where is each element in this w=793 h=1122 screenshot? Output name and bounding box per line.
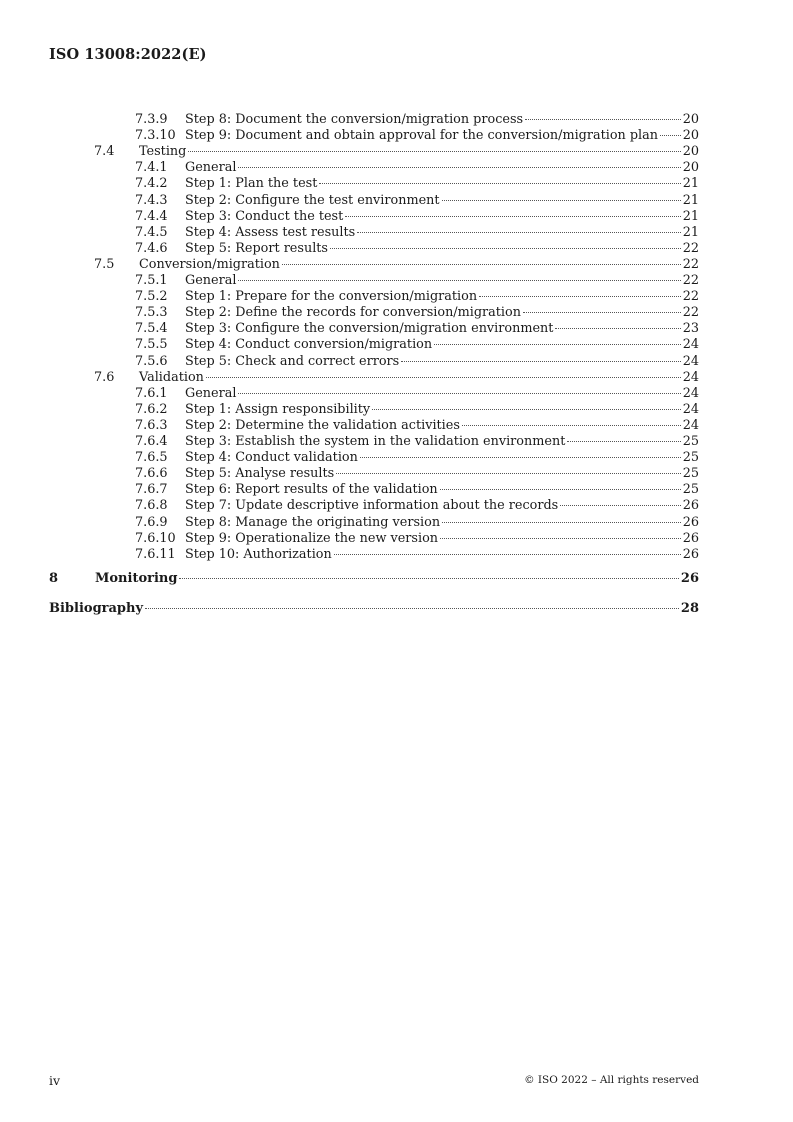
dot-leader (462, 425, 681, 426)
toc-entry-page: 25 (682, 466, 699, 482)
toc-entry-number: 7.4.3 (135, 192, 168, 208)
toc-entry[interactable] (0, 571, 793, 587)
toc-entry-number: 7.3.10 (135, 128, 176, 144)
toc-entry-title: Step 3: Conduct the test (185, 208, 344, 224)
toc-entry-page: 23 (682, 321, 699, 337)
toc-entry-title: Step 9: Document and obtain approval for the conversion/migration plan (185, 128, 659, 144)
toc-entry[interactable] (0, 450, 793, 466)
toc-entry-page: 24 (682, 417, 699, 433)
dot-leader (479, 296, 681, 297)
toc-entry-title: General (185, 385, 237, 401)
toc-entry-title: Step 1: Prepare for the conversion/migration (185, 289, 478, 305)
toc-entry-number: 7.6.3 (135, 417, 168, 433)
toc-entry-page: 26 (682, 514, 699, 530)
toc-entry-number: 7.5.2 (135, 289, 168, 305)
toc-entry-title: Step 6: Report results of the validation (185, 482, 438, 498)
toc-entry-page: 24 (682, 385, 699, 401)
document-header: ISO 13008:2022(E) (49, 46, 207, 63)
toc-entry-page: 22 (682, 289, 699, 305)
dot-leader (179, 578, 678, 579)
toc-entry-line (185, 225, 699, 241)
toc-entry-page: 21 (682, 208, 699, 224)
toc-entry-number: 7.6.4 (135, 434, 168, 449)
toc-entry-page: 22 (682, 305, 699, 321)
toc-entry-number: 7.6.9 (135, 514, 168, 530)
toc-entry-page: 20 (682, 112, 699, 127)
toc-entry-line (185, 273, 699, 289)
toc-entry-line (95, 571, 699, 587)
toc-entry-number: 7.5 (94, 256, 115, 272)
toc-entry-title: Step 1: Assign responsibility (185, 401, 371, 417)
toc-entry-page: 25 (682, 434, 699, 449)
toc-entry-line (185, 128, 699, 144)
toc-entry-line (185, 321, 699, 337)
toc-entry[interactable] (0, 241, 793, 257)
toc-entry-number: 7.4.1 (135, 160, 168, 176)
toc-entry-page: 20 (682, 128, 699, 144)
dot-leader (442, 522, 681, 523)
toc-entry[interactable] (0, 466, 793, 482)
toc-entry[interactable] (0, 498, 793, 514)
toc-entry-page: 24 (682, 369, 699, 385)
toc-entry-number: 7.6.2 (135, 401, 168, 417)
dot-leader (336, 473, 680, 474)
toc-entry-title: Step 5: Check and correct errors (185, 353, 400, 369)
toc-entry-line (185, 482, 699, 498)
toc-entry[interactable] (0, 160, 793, 176)
toc-entry-number: 7.5.4 (135, 321, 168, 337)
toc-entry-title: Conversion/migration (139, 256, 280, 272)
toc-entry-page: 20 (682, 144, 699, 160)
dot-leader (145, 608, 679, 609)
dot-leader (372, 409, 681, 410)
toc-entry-page: 21 (682, 224, 699, 240)
toc-entry[interactable] (0, 112, 793, 128)
dot-leader (442, 200, 681, 201)
toc-entry-line (185, 450, 699, 466)
toc-entry-title: Step 8: Manage the originating version (185, 514, 441, 530)
dot-leader (401, 361, 680, 362)
toc-entry-page: 28 (680, 600, 699, 616)
toc-entry-number: 7.4.2 (135, 176, 168, 192)
toc-entry-title: Validation (139, 369, 204, 385)
toc-entry-title: Step 4: Conduct conversion/migration (185, 337, 433, 353)
toc-entry[interactable] (0, 193, 793, 209)
toc-entry[interactable] (0, 321, 793, 337)
toc-entry-title: General (185, 273, 237, 288)
copyright-notice: © ISO 2022 – All rights reserved (524, 1074, 699, 1086)
toc-entry-page: 24 (682, 353, 699, 369)
toc-entry-title: Bibliography (49, 600, 144, 616)
toc-entry[interactable] (0, 354, 793, 370)
toc-entry-number: 7.6 (94, 369, 115, 385)
toc-entry[interactable] (0, 128, 793, 144)
toc-entry-line (185, 160, 699, 176)
toc-entry-page: 22 (682, 240, 699, 256)
dot-leader (440, 538, 681, 539)
toc-entry[interactable] (0, 257, 793, 273)
toc-entry[interactable] (0, 144, 793, 160)
toc-entry-page: 24 (682, 337, 699, 353)
toc-entry-title: Step 7: Update descriptive information about the records (185, 498, 559, 514)
toc-entry-page: 26 (682, 498, 699, 514)
toc-entry-page: 26 (680, 570, 699, 586)
toc-entry-title: Step 5: Report results (185, 240, 328, 256)
toc-entry-number: 7.4.5 (135, 224, 168, 240)
toc-entry-line (185, 402, 699, 418)
toc-entry-page: 24 (682, 401, 699, 417)
dot-leader (282, 264, 681, 265)
toc-entry-title: Step 2: Determine the validation activities (185, 417, 460, 433)
toc-entry-title: Step 1: Plan the test (185, 176, 318, 192)
toc-entry-title: Step 10: Authorization (185, 546, 332, 562)
toc-entry-title: Step 3: Establish the system in the validation environment (185, 434, 566, 449)
toc-entry-title: Step 4: Conduct validation (185, 450, 358, 466)
dot-leader (357, 232, 680, 233)
toc-entry-number: 7.3.9 (135, 112, 168, 127)
toc-entry-line (185, 209, 699, 225)
dot-leader (319, 183, 680, 184)
toc-entry-line (185, 289, 699, 305)
toc-entry[interactable] (0, 370, 793, 386)
toc-entry-line (185, 386, 699, 402)
toc-entry-number: 7.5.6 (135, 353, 168, 369)
toc-entry[interactable] (0, 601, 793, 617)
dot-leader (567, 441, 680, 442)
toc-entry[interactable] (0, 209, 793, 225)
toc-entry-title: Step 5: Analyse results (185, 466, 335, 482)
toc-entry-number: 7.6.7 (135, 482, 168, 498)
toc-entry[interactable] (0, 273, 793, 289)
toc-entry-line (185, 176, 699, 192)
toc-entry-number: 7.6.10 (135, 530, 176, 546)
toc-entry[interactable] (0, 482, 793, 498)
toc-entry-number: 7.5.1 (135, 273, 168, 288)
toc-entry-title: Step 2: Define the records for conversion/migration (185, 305, 521, 321)
toc-entry-number: 7.6.5 (135, 450, 168, 466)
toc-entry-title: Monitoring (95, 570, 178, 586)
toc-entry-line (185, 466, 699, 482)
toc-entry-line (185, 305, 699, 321)
toc-entry[interactable] (0, 531, 793, 547)
toc-entry[interactable] (0, 305, 793, 321)
toc-entry-line (139, 370, 699, 386)
dot-leader (525, 119, 681, 120)
toc-entry-page: 22 (682, 256, 699, 272)
toc-entry[interactable] (0, 402, 793, 418)
toc-entry-page: 21 (682, 192, 699, 208)
toc-entry[interactable] (0, 386, 793, 402)
toc-entry-page: 22 (682, 273, 699, 288)
toc-entry-line (185, 434, 699, 450)
dot-leader (555, 328, 680, 329)
toc-entry-line (185, 515, 699, 531)
toc-entry-number: 7.6.1 (135, 385, 168, 401)
dot-leader (345, 216, 680, 217)
dot-leader (523, 312, 681, 313)
toc-entry-line (185, 241, 699, 257)
toc-entry-page: 20 (682, 160, 699, 176)
toc-entry-line (185, 112, 699, 128)
toc-entry-line (185, 418, 699, 434)
toc-entry-page: 25 (682, 450, 699, 466)
dot-leader (660, 135, 681, 136)
toc-entry-line (185, 547, 699, 563)
dot-leader (330, 248, 681, 249)
toc-entry-title: Step 9: Operationalize the new version (185, 530, 439, 546)
toc-entry-page: 25 (682, 482, 699, 498)
toc-entry[interactable] (0, 547, 793, 563)
toc-entry-page: 26 (682, 530, 699, 546)
toc-entry-line (185, 354, 699, 370)
toc-entry-line (185, 193, 699, 209)
toc-entry[interactable] (0, 225, 793, 241)
dot-leader (434, 344, 681, 345)
toc-entry[interactable] (0, 176, 793, 192)
toc-entry-number: 7.4 (94, 144, 115, 160)
toc-entry-title: Step 4: Assess test results (185, 224, 356, 240)
toc-entry-title: Step 8: Document the conversion/migration process (185, 112, 524, 127)
toc-entry[interactable] (0, 515, 793, 531)
dot-leader (206, 377, 681, 378)
toc-entry-line (185, 337, 699, 353)
page-number: iv (49, 1073, 61, 1088)
dot-leader (238, 280, 680, 281)
toc-entry-number: 7.6.11 (135, 546, 176, 562)
toc-entry[interactable] (0, 434, 793, 450)
toc-entry-number: 8 (49, 570, 59, 586)
toc-entry-number: 7.5.3 (135, 305, 168, 321)
toc-entry-title: Step 2: Configure the test environment (185, 192, 440, 208)
toc-entry-number: 7.5.5 (135, 337, 168, 353)
toc-entry[interactable] (0, 289, 793, 305)
toc-entry-number: 7.6.6 (135, 466, 168, 482)
dot-leader (360, 457, 681, 458)
toc-entry-title: General (185, 160, 237, 176)
toc-entry-line (185, 498, 699, 514)
toc-entry-page: 21 (682, 176, 699, 192)
dot-leader (560, 505, 681, 506)
toc-entry-line (185, 531, 699, 547)
toc-entry-number: 7.4.6 (135, 240, 168, 256)
dot-leader (440, 489, 681, 490)
toc-entry-page: 26 (682, 546, 699, 562)
toc-entry-line (139, 257, 699, 273)
toc-entry-number: 7.6.8 (135, 498, 168, 514)
dot-leader (334, 554, 681, 555)
toc-entry-number: 7.4.4 (135, 208, 168, 224)
toc-entry-line (139, 144, 699, 160)
toc-entry[interactable] (0, 337, 793, 353)
toc-entry[interactable] (0, 418, 793, 434)
toc-entry-line (49, 601, 699, 617)
dot-leader (238, 393, 680, 394)
toc-entry-title: Testing (139, 144, 187, 160)
dot-leader (188, 151, 680, 152)
toc-entry-title: Step 3: Configure the conversion/migration environment (185, 321, 554, 337)
dot-leader (238, 167, 680, 168)
